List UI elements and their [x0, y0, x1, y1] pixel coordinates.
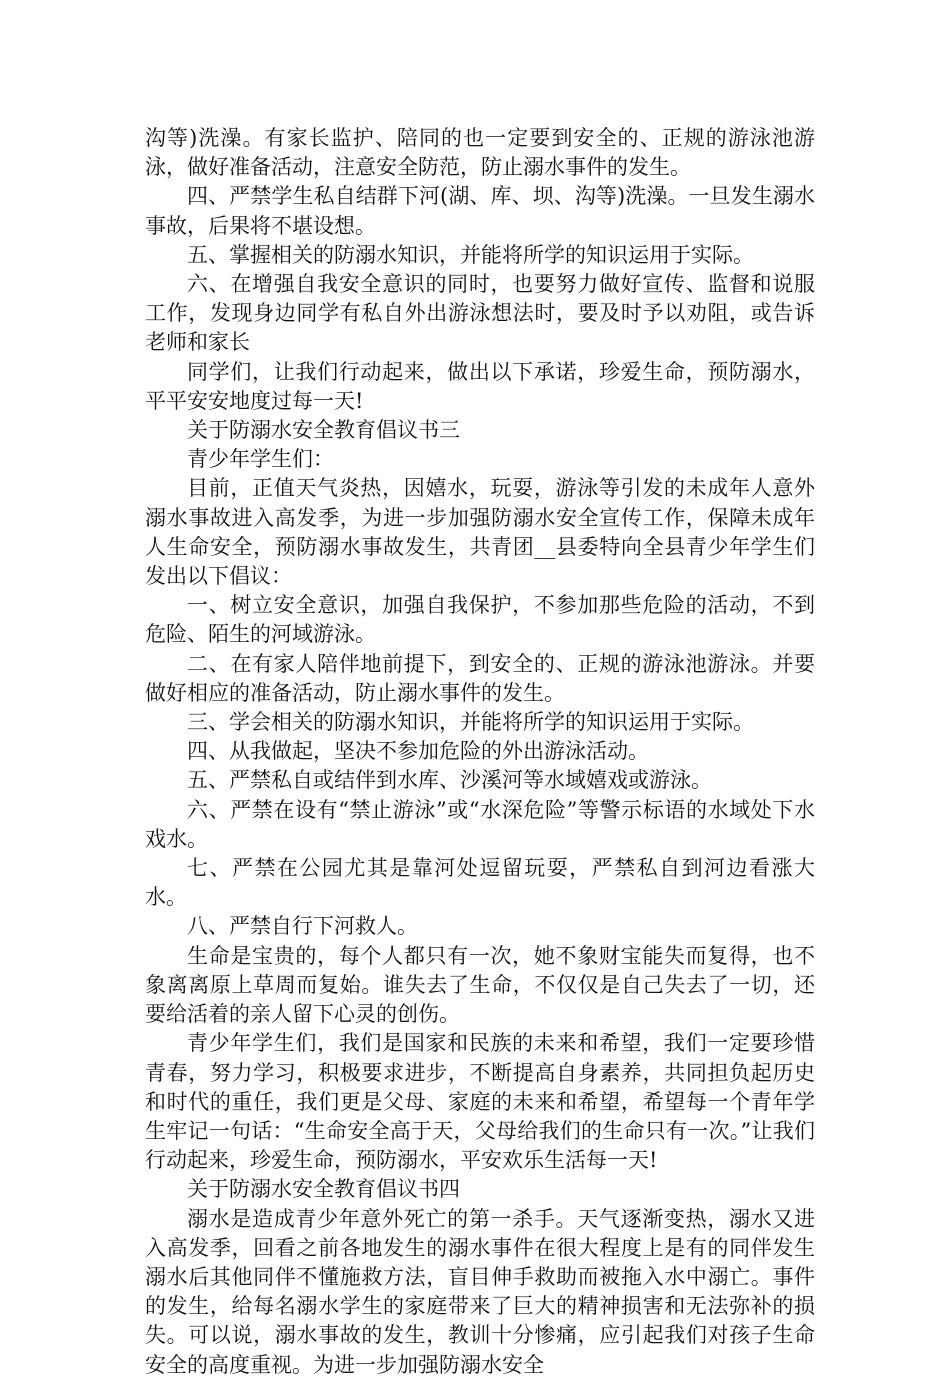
section-heading-4: 关于防溺水安全教育倡议书四 — [187, 1177, 460, 1202]
paragraph-life: 生命是宝贵的，每个人都只有一次，她不象财宝能失而复得，也不象离离原上草周而复始。谁失去了生命，不仅仅是自己失去了一切，还要给活着的亲人留下心灵的创伤。 — [145, 943, 815, 1027]
paragraph-continuation: 沟等)洗澡。有家长监护、陪同的也一定要到安全的、正规的游泳池游泳，做好准备活动，注意安全防范，防止溺水事件的发生。 — [145, 126, 815, 180]
proposal-item-6: 六、严禁在设有“禁止游泳”或“水深危险”等警示标语的水域处下水戏水。 — [145, 797, 815, 851]
paragraph-section-4: 溺水是造成青少年意外死亡的第一杀手。天气逐渐变热，溺水又进入高发季，回看之前各地发生的溺水事件在很大程度上是有的同伴发生溺水后其他同伴不懂施救方法，盲目伸手救助而被拖入水中溺亡。事件的发生，给每名溺水学生的家庭带来了巨大的精神损害和无法弥补的损失。可以说，溺水事故的发生，教训十分惨痛，应引起我们对孩子生命安全的高度重视。为进一步加强防溺水安全 — [145, 1206, 815, 1377]
paragraph-intro: 目前，正值天气炎热，因嬉水，玩耍，游泳等引发的未成年人意外溺水事故进入高发季，为进一步加强防溺水安全宣传工作，保障未成年人生命安全，预防溺水事故发生，共青团__县委特向全县青少年学生们发出以下倡议： — [145, 476, 815, 589]
proposal-item-4: 四、从我做起，坚决不参加危险的外出游泳活动。 — [187, 739, 649, 764]
salutation: 青少年学生们： — [187, 447, 334, 472]
paragraph-item-6: 六、在增强自我安全意识的同时，也要努力做好宣传、监督和说服工作，发现身边同学有私自外出游泳想法时，要及时予以劝阻，或告诉老师和家长 — [145, 272, 815, 355]
proposal-item-7: 七、严禁在公园尤其是靠河处逗留玩耍，严禁私自到河边看涨大水。 — [145, 856, 815, 910]
paragraph-closing: 青少年学生们，我们是国家和民族的未来和希望，我们一定要珍惜青春，努力学习，积极要求进步，不断提高自身素养，共同担负起历史和时代的重任，我们更是父母、家庭的未来和希望，希望每一个青年学生牢记一句话：“生命安全高于天，父母给我们的生命只有一次。”让我们行动起来，珍爱生命，预防溺水，平安欢乐生活每一天! — [145, 1031, 815, 1173]
paragraph-item-4: 四、严禁学生私自结群下河(湖、库、坝、沟等)洗澡。一旦发生溺水事故，后果将不堪设想。 — [145, 184, 815, 238]
document-body — [145, 124, 815, 1380]
proposal-item-2: 二、在有家人陪伴地前提下，到安全的、正规的游泳池游泳。并要做好相应的准备活动，防止溺水事件的发生。 — [145, 651, 815, 705]
paragraph-item-5: 五、掌握相关的防溺水知识，并能将所学的知识运用于实际。 — [187, 242, 754, 267]
section-heading-3: 关于防溺水安全教育倡议书三 — [187, 418, 460, 443]
proposal-item-3: 三、学会相关的防溺水知识，并能将所学的知识运用于实际。 — [187, 710, 754, 735]
proposal-item-5: 五、严禁私自或结伴到水库、沙溪河等水域嬉戏或游泳。 — [187, 768, 712, 793]
proposal-item-8: 八、严禁自行下河救人。 — [187, 914, 418, 939]
proposal-item-1: 一、树立安全意识，加强自我保护，不参加那些危险的活动，不到危险、陌生的河域游泳。 — [145, 593, 815, 647]
paragraph-pledge: 同学们，让我们行动起来，做出以下承诺，珍爱生命，预防溺水，平平安安地度过每一天! — [145, 359, 815, 413]
